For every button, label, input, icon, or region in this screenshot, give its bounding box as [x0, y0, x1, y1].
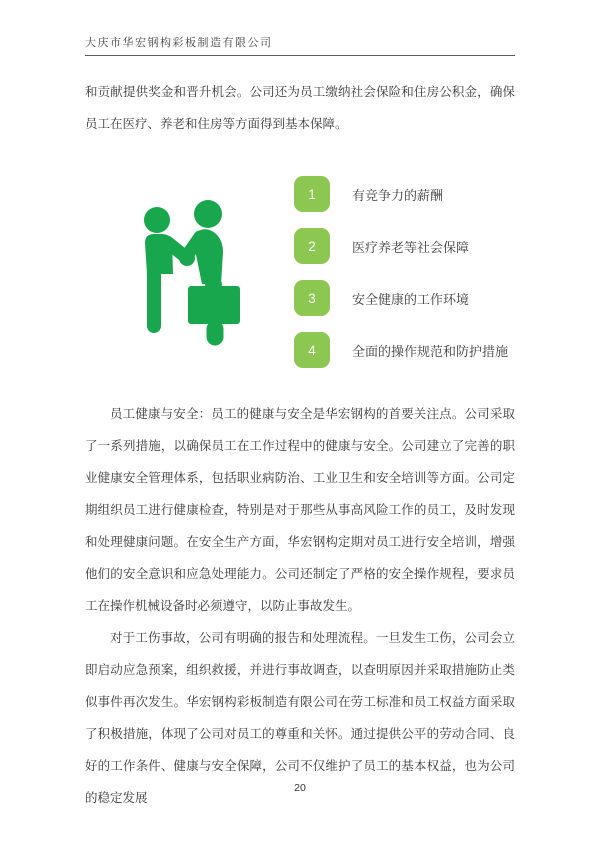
benefit-item [294, 176, 508, 212]
intro-paragraph: 和贡献提供奖金和晋升机会。公司还为员工缴纳社会保险和住房公积金，确保员工在医疗、养老和住房等方面得到基本保障。 [85, 85, 515, 131]
benefit-item [294, 228, 508, 264]
benefit-number-badge: 1 [294, 176, 330, 212]
benefit-label: 有竞争力的薪酬 [352, 187, 444, 203]
page-number: 20 [294, 782, 306, 794]
body-paragraph: 员工健康与安全：员工的健康与安全是华宏钢构的首要关注点。公司采取了一系列措施，以确保员工在工作过程中的健康与安全。公司建立了完善的职业健康安全管理体系，包括职业病防治、工业卫生和安全培训等方面。公司定期组织员工进行健康检查，特别是对于那些从事高风险工作的员工，及时发现和处理健康问题。在安全生产方面，华宏钢构定期对员工进行安全培训，增强他们的安全意识和应急处理能力。公司还制定了严格的安全操作规程，要求员工在操作机械设备时必须遵守，以防止事故发生。 [85, 407, 515, 613]
company-name: 大庆市华宏钢构彩板制造有限公司 [85, 37, 273, 49]
handshake-illustration-icon [130, 196, 255, 346]
page-header [85, 34, 515, 56]
benefit-item [294, 332, 508, 368]
benefit-number-badge: 4 [294, 332, 330, 368]
benefit-label: 全面的操作规范和防护措施 [352, 343, 509, 359]
benefit-number-badge: 3 [294, 280, 330, 316]
benefits-section [85, 162, 515, 386]
body-paragraph: 对于工伤事故，公司有明确的报告和处理流程。一旦发生工伤，公司会立即启动应急预案，组织救援，并进行事故调查，以查明原因并采取措施防止类似事件再次发生。华宏钢构彩板制造有限公司在劳工标准和员工权益方面采取了积极措施，体现了公司对员工的尊重和关怀。通过提供公平的劳动合同、良好的工作条件、健康与安全保障，公司不仅维护了员工的基本权益，也为公司的稳定发展 [85, 631, 515, 805]
benefit-list [294, 176, 508, 368]
page-body [85, 76, 515, 814]
benefit-label: 安全健康的工作环境 [352, 291, 470, 307]
benefit-number-badge: 2 [294, 228, 330, 264]
benefit-item [294, 280, 508, 316]
benefit-label: 医疗养老等社会保障 [352, 239, 470, 255]
